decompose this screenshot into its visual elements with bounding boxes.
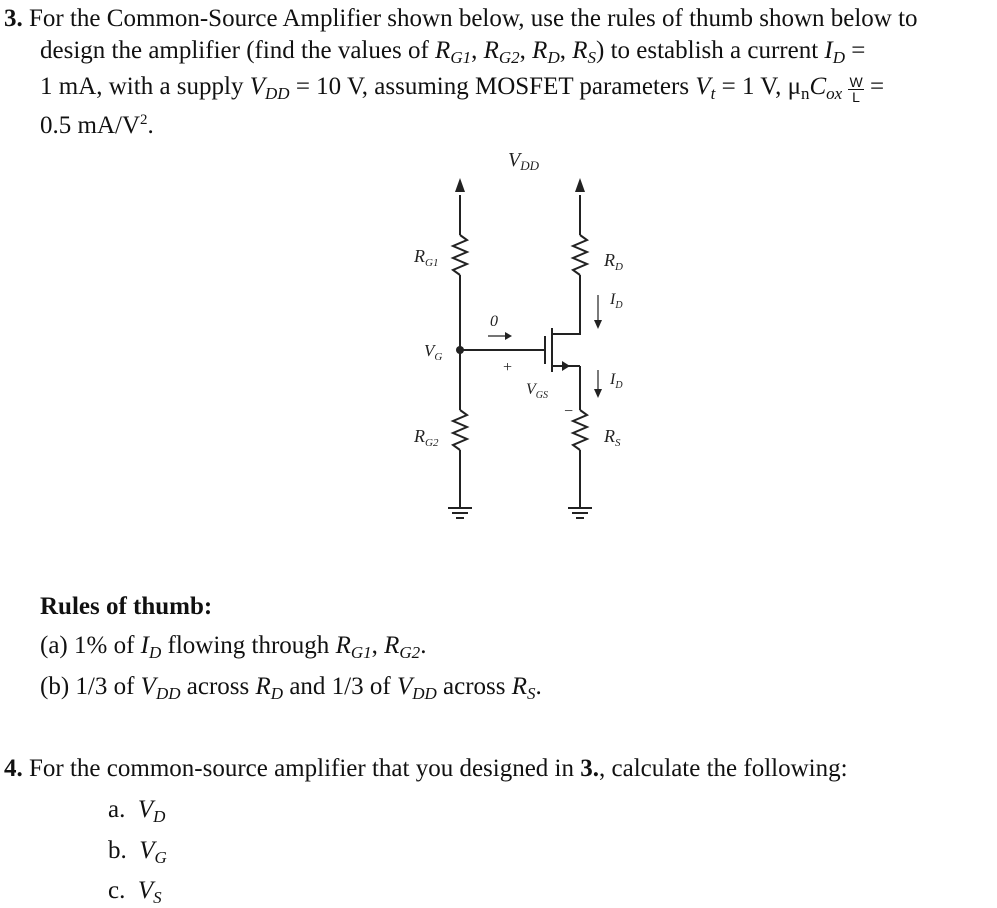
q3-text-3c: = 1 V, [715, 73, 788, 100]
rd-resistor [573, 235, 587, 275]
label-vdd: $V_{DD}$ [508, 149, 539, 173]
q3-text-3b: = 10 V, assuming MOSFET parameters [289, 73, 696, 100]
rg1-resistor [453, 235, 467, 275]
q3-text-2b: ) to establish a current [596, 37, 825, 64]
label-plus: + [502, 359, 513, 376]
rg1-supply-arrow [455, 178, 465, 192]
q4-line: 4. For the common-source amplifier that you designed in 3., calculate the following: [4, 755, 848, 782]
q4-item-b: b. $V_G$ [108, 837, 167, 867]
q4-item-c: c. $V_S$ [108, 877, 162, 907]
label-vgs: $V_{GS}$ [526, 381, 549, 401]
label-rg1: $R_{G1}$ [414, 246, 439, 269]
q3-line-3: 1 mA, with a supply $V_{DD} = 10$ V, assuming MOSFET parameters $V_t = 1$ V, $\mu_nC_{ox}$ $\frac{W}{L}$ = [40, 73, 885, 105]
var-mun-cox: $\mu_nC_{ox}$ [787, 73, 843, 103]
var-rg1: $R_{G1}$ [435, 37, 472, 67]
q3-number: 3. [4, 5, 23, 32]
rg2-resistor [453, 410, 467, 450]
q3-text-3a: 1 mA, with a supply [40, 73, 250, 100]
id-arrowhead-bottom [594, 389, 602, 398]
source-arrow [562, 361, 570, 371]
rs-resistor [573, 410, 587, 450]
label-rs: $R_S$ [604, 426, 621, 449]
label-zero: 0 [490, 313, 498, 330]
rules-heading: Rules of thumb: [40, 593, 213, 620]
var-vdd: $V_{DD}$ [249, 73, 290, 103]
label-rg2: $R_{G2}$ [414, 426, 439, 449]
label-minus: − [563, 403, 574, 420]
drain-lead [552, 280, 580, 334]
gate-node [456, 346, 464, 354]
label-id-top: $I_D$ [610, 291, 623, 311]
var-id: $I_D$ [824, 37, 846, 67]
label-id-bottom: $I_D$ [610, 371, 623, 391]
rule-a: (a) 1% of $I_D$ flowing through $R_{G1}$, $R_{G2}$. [40, 632, 427, 662]
var-rg2: $R_{G2}$ [483, 37, 520, 67]
q4-number: 4. [4, 755, 23, 782]
var-rd: $R_D$ [532, 37, 560, 67]
label-vg: $V_G$ [424, 341, 443, 363]
q4-item-a: a. $V_D$ [108, 796, 166, 826]
q3-text-1: For the Common-Source Amplifier shown below, use the rules of thumb shown below to [29, 5, 918, 32]
rd-supply-arrow [575, 178, 585, 192]
var-vt: $V_t$ [695, 73, 716, 103]
var-rs: $R_S$ [572, 37, 596, 67]
q3-line-1 [4, 4, 918, 34]
q3-text-2a: design the amplifier (find the values of [40, 37, 436, 64]
q3-line-4: 0.5 $mA/V^2$. [40, 112, 154, 139]
label-rd: $R_D$ [604, 250, 623, 273]
gate-arrowhead [505, 332, 512, 340]
common-source-amplifier-schematic [380, 140, 680, 540]
w-over-l-fraction: $\frac{W}{L}$ [849, 74, 863, 105]
rule-b: (b) 1/3 of $V_{DD}$ across $R_D$ and 1/3 of $V_{DD}$ across $R_S$. [40, 673, 542, 703]
q3-line-2: design the amplifier (find the values of $R_{G1}$, $R_{G2}$, $R_D$, $R_S$) to establish a current $I_D$ = [40, 37, 866, 67]
q3-text-4: 0.5 mA/V [40, 112, 140, 139]
id-arrowhead-top [594, 320, 602, 329]
